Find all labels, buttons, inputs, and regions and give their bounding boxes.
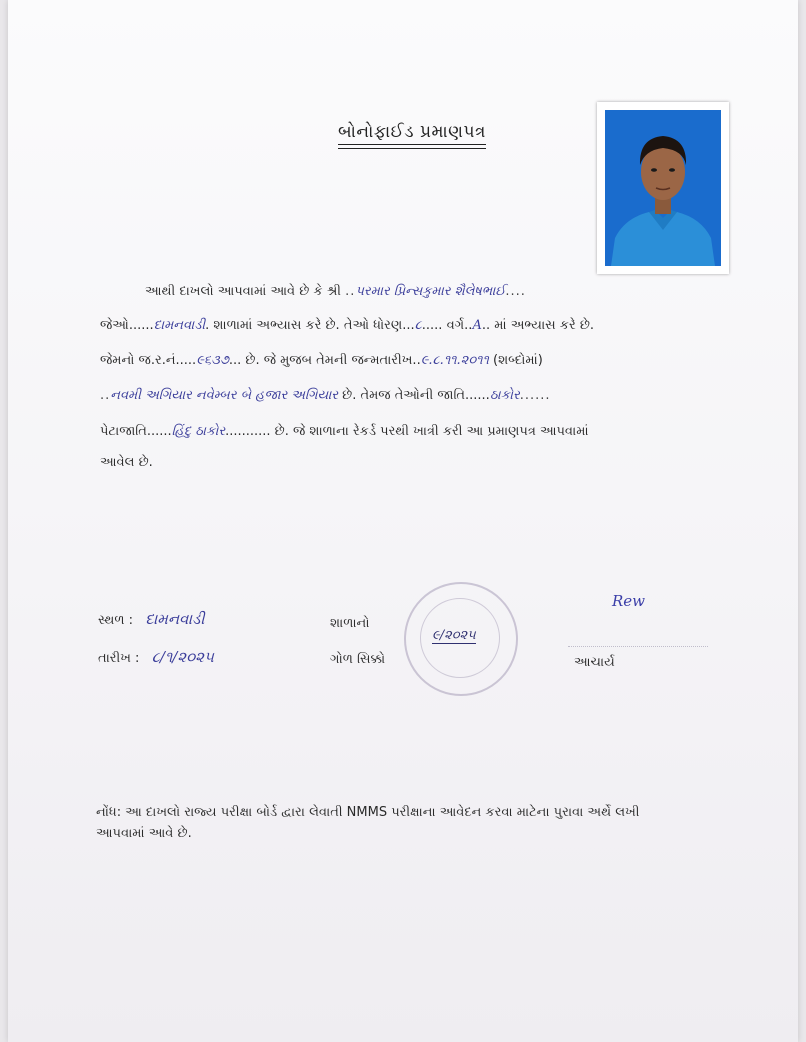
- seal-label-2: ગોળ સિક્કો: [330, 652, 386, 667]
- principal-stamp-smudge: [568, 636, 708, 647]
- note-line-2: આપવામાં આવે છે.: [96, 826, 192, 841]
- line2-suffix: .. માં અભ્યાસ કરે છે.: [481, 318, 595, 333]
- line3-suffix: (શબ્દોમાં): [488, 353, 543, 368]
- certificate-title: બોનોફાઈડ પ્રમાણપત્ર: [338, 122, 486, 145]
- place-row: [98, 610, 205, 628]
- line4-mid: છે. તેમજ તેઓની જાતિ......: [338, 388, 490, 403]
- line3-mid: ... છે. જે મુજબ તેમની જન્મતારીખ..: [228, 353, 421, 368]
- line-birthdate-words: ..નવમી અગિયાર નવેમ્બર બે હજાર અગિયાર છે. તેમજ તેઓની જાતિ......ઠાકોર......: [100, 388, 551, 403]
- line2-mid2: ..... વર્ગ..: [421, 318, 473, 333]
- birth-date-value: ૯.૮.૧૧.૨૦૧૧: [420, 353, 489, 368]
- line2-mid: . શાળામાં અભ્યાસ કરે છે. તેઓ ધોરણ...: [205, 318, 415, 333]
- line-student-name: આથી દાખલો આપવામાં આવે છે કે શ્રી ..પરમાર પ્રિન્સકુમાર શૈલેષભાઈ....: [145, 284, 526, 299]
- line3-prefix: જેમનો જ.ર.નં.....: [100, 353, 197, 368]
- standard-value: ૮: [414, 318, 422, 333]
- principal-signature: Rew: [612, 592, 646, 610]
- place-label: સ્થળ :: [98, 613, 134, 628]
- student-photo: [597, 102, 729, 274]
- student-name-value: પરમાર પ્રિન્સકુમાર શૈલેષભાઈ: [355, 284, 506, 299]
- line5-suffix: ........... છે. જે શાળાના રેકર્ડ પરથી ખાત્રી કરી આ પ્રમાણપત્ર આપવામાં: [225, 424, 589, 439]
- gr-number-value: ૯૬૩૭: [196, 353, 229, 368]
- subcaste-value: હિંદુ ઠાકોર: [171, 424, 226, 439]
- line-closing: આવેલ છે.: [100, 455, 153, 470]
- place-value: દામનવાડી: [145, 610, 205, 628]
- division-value: A: [472, 318, 482, 333]
- line-school: [100, 318, 594, 333]
- birth-date-words-value: નવમી અગિયાર નવેમ્બર બે હજાર અગિયાર: [110, 388, 339, 403]
- date-value: ૮/૧/૨૦૨૫: [151, 648, 214, 666]
- student-photo-image: [605, 110, 721, 266]
- note-line-1: નોંધ: આ દાખલો રાજ્ય પરીક્ષા બોર્ડ દ્વારા લેવાતી NMMS પરીક્ષાના આવેદન કરવા માટેના પુરાવા અર્થે લખી: [96, 805, 640, 820]
- date-row: [98, 648, 214, 666]
- school-name-value: દામનવાડી: [153, 318, 206, 333]
- line2-prefix: જેઓ......: [100, 318, 154, 333]
- date-label: તારીખ :: [98, 651, 140, 666]
- seal-label-1: શાળાનો: [330, 616, 370, 631]
- principal-label: આચાર્ય: [574, 655, 615, 670]
- caste-value: ઠાકોર: [489, 388, 520, 403]
- line-gr-birthdate: [100, 353, 543, 368]
- line1-prefix: આથી દાખલો આપવામાં આવે છે કે શ્રી: [145, 284, 342, 299]
- seal-date: ૯/૨૦૨૫: [432, 628, 476, 643]
- line5-prefix: પેટાજાતિ......: [100, 424, 172, 439]
- line-subcaste: [100, 424, 589, 439]
- certificate-paper: [8, 0, 798, 1042]
